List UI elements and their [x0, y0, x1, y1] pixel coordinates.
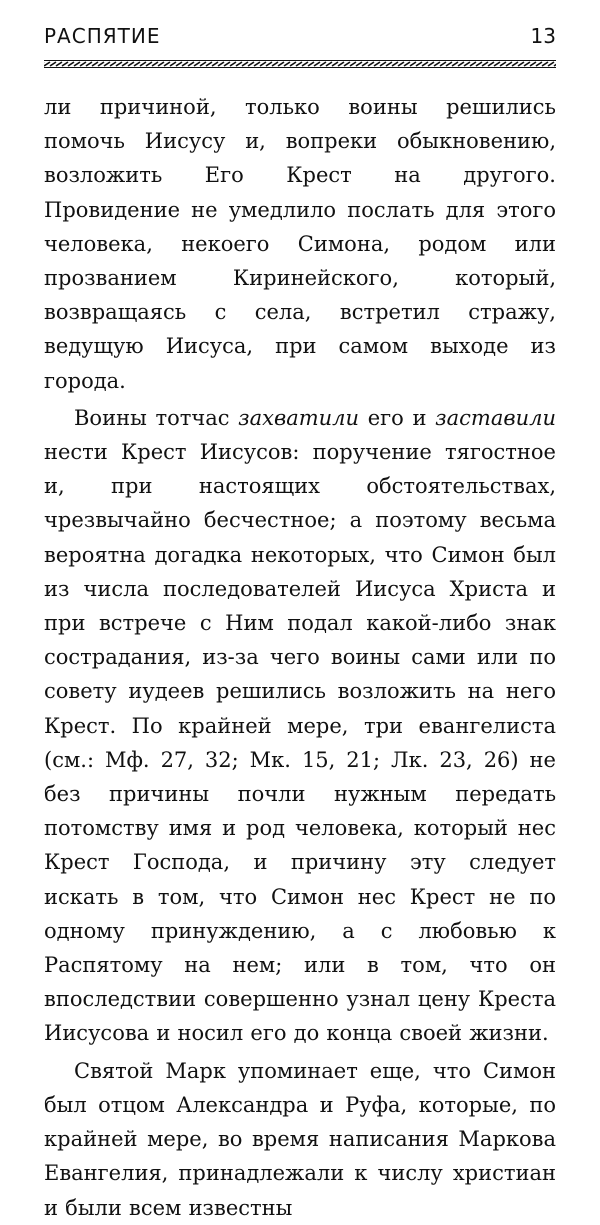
paragraph-3 [44, 1054, 556, 1225]
emphasis-captured: захватили [238, 405, 360, 430]
page-header [44, 24, 556, 54]
emphasis-forced: заставили [435, 405, 556, 430]
book-page [44, 24, 556, 1225]
decorative-rope-divider [44, 60, 556, 68]
page-number: 13 [530, 24, 556, 48]
paragraph-3-text: Святой Марк упоминает еще, что Симон был отцом Александра и Руфа, которые, по крайней мере, во время написания Маркова Евангелия, принадлежали к числу христиан и были всем известны [44, 1058, 556, 1220]
paragraph-2 [44, 401, 556, 1051]
paragraph-2-text-b: его и [359, 405, 436, 430]
paragraph-1 [44, 90, 556, 398]
paragraph-1-text: ли причиной, только воины решились помочь Иисусу и, вопреки обыкновению, возложить Его Крест на другого. Провидение не умедлило послать для этого человека, некоего Симона, родом или прозванием Киринейского, который, возвращаясь с села, встретил стражу, ведущую Иисуса, при самом выходе из города. [44, 95, 556, 393]
running-head: РАСПЯТИЕ [44, 24, 161, 48]
body-text [44, 90, 556, 1225]
paragraph-2-text-c: нести Крест Иисусов: поручение тягостное и, при настоящих обстоятельствах, чрезвычайно бесчестное; а поэтому весьма вероятна догадка некоторых, что Симон был из числа последователей Иисуса Христа и при встрече с Ним подал какой-либо знак сострадания, из-за чего воины сами или по совету иудеев решились возложить на него Крест. По крайней мере, три евангелиста (см.: Мф. 27, 32; Мк. 15, 21; Лк. 23, 26) не без причины почли нужным передать потомству имя и род человека, который нес Крест Господа, и причину эту следует искать в том, что Симон нес Крест не по одному принуждению, а с любовью к Распятому на нем; или в том, что он впоследствии совершенно узнал цену Креста Иисусова и носил его до конца своей жизни. [44, 440, 556, 1046]
paragraph-2-text-a: Воины тотчас [74, 405, 239, 430]
